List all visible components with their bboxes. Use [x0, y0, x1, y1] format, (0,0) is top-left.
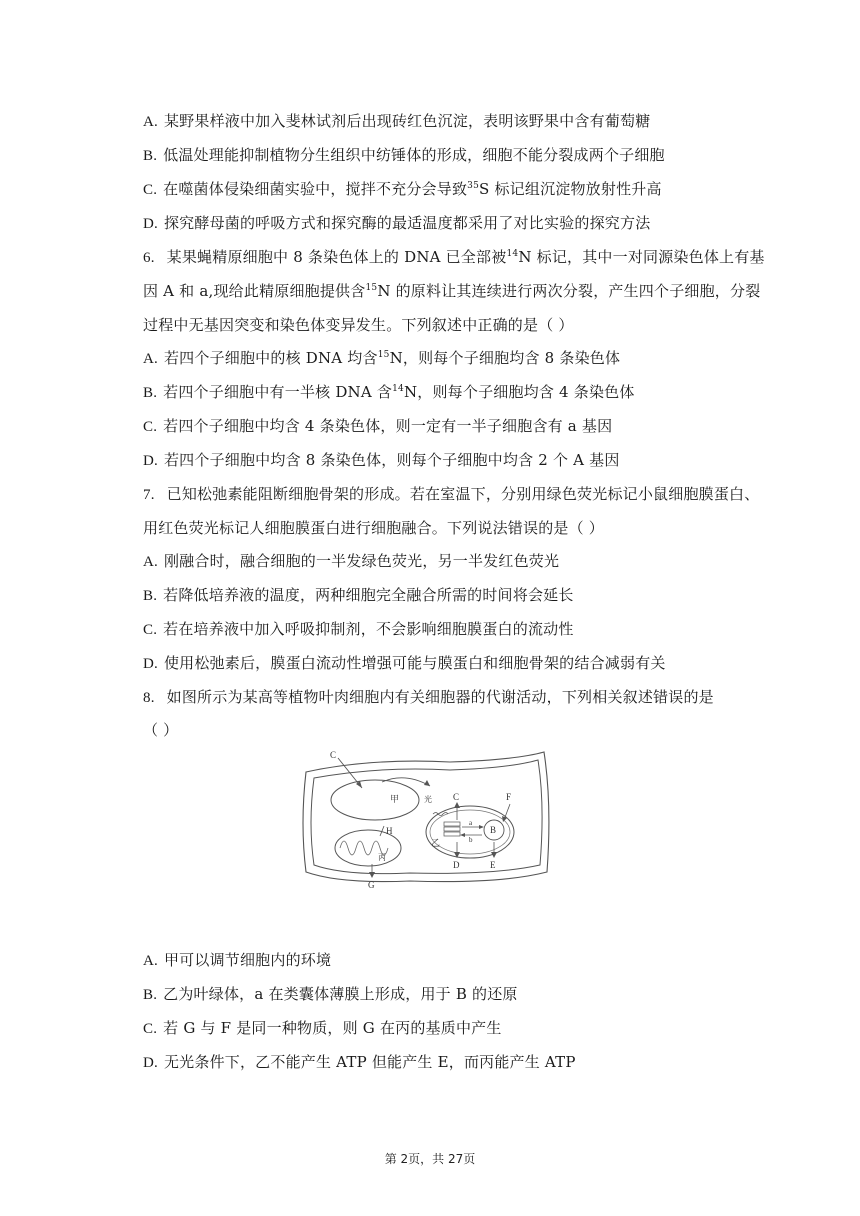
cell-organelle-diagram: [300, 744, 556, 894]
option-text: S 标记组沉淀物放射性升高: [479, 180, 662, 198]
label-big-b: B: [490, 825, 497, 835]
option-letter: D.: [143, 216, 158, 232]
option-text: N，则每个子细胞均含 8 条染色体: [389, 349, 621, 367]
q5-option-c: [143, 179, 662, 200]
q7-option-b: [143, 585, 574, 606]
q6-option-b: [143, 382, 635, 403]
question-number: 7.: [143, 487, 155, 503]
q6-option-a: [143, 348, 620, 369]
cell-wall: [303, 752, 549, 882]
arrowhead: [369, 872, 375, 878]
q7-stem-line-1: [143, 484, 759, 505]
q5-option-b: [143, 145, 665, 166]
q6-stem-line-2: [143, 281, 760, 301]
q7-option-d: [143, 653, 666, 674]
stem-text: 因 A 和 a,现给此精原细胞提供含: [143, 282, 366, 300]
q8-option-c: [143, 1018, 502, 1039]
label-guang: 光: [424, 795, 432, 804]
label-f: F: [506, 792, 512, 802]
option-text: 使用松弛素后，膜蛋白流动性增强可能与膜蛋白和细胞骨架的结合减弱有关: [163, 654, 666, 672]
option-text: 若四个子细胞中的核 DNA 均含: [163, 349, 378, 367]
option-letter: C.: [143, 622, 158, 638]
option-letter: A.: [143, 114, 158, 130]
cell-membrane: [311, 760, 542, 874]
option-text: 若四个子细胞中均含 4 条染色体，则一定有一半子细胞含有 a 基因: [163, 417, 613, 435]
q8-option-d: [143, 1052, 576, 1073]
label-g: G: [368, 880, 375, 890]
stem-text: 某果蝇精原细胞中 8 条染色体上的 DNA 已全部被: [166, 248, 507, 266]
option-letter: C.: [143, 419, 158, 435]
option-text: 探究酵母菌的呼吸方式和探究酶的最适温度都采用了对比实验的探究方法: [163, 214, 651, 232]
question-number: 6.: [143, 250, 155, 266]
vacuole-jia: [331, 780, 419, 820]
label-e: E: [490, 860, 496, 870]
option-text: 若降低培养液的温度，两种细胞完全融合所需的时间将会延长: [163, 586, 574, 604]
stem-text: N 的原料让其连续进行两次分裂，产生四个子细胞，分裂: [377, 282, 761, 300]
isotope-superscript: 15: [365, 283, 378, 293]
isotope-superscript: 35: [467, 181, 480, 191]
option-text: 低温处理能抑制植物分生组织中纺锤体的形成，细胞不能分裂成两个子细胞: [163, 146, 665, 164]
isotope-superscript: 14: [392, 384, 404, 394]
option-text: N，则每个子细胞均含 4 条染色体: [403, 383, 635, 401]
chloroplast-yi: [426, 806, 514, 858]
q8-option-a: [143, 950, 331, 971]
option-letter: B.: [143, 148, 158, 164]
option-letter: B.: [143, 987, 158, 1003]
option-letter: D.: [143, 453, 158, 469]
option-text: 若四个子细胞中有一半核 DNA 含: [163, 383, 393, 401]
q6-option-d: [143, 450, 620, 471]
stem-text: 已知松弛素能阻断细胞骨架的形成。若在室温下，分别用绿色荧光标记小鼠细胞膜蛋白、: [166, 485, 760, 503]
label-bing: 丙: [378, 853, 386, 862]
option-text: 刚融合时，融合细胞的一半发绿色荧光，另一半发红色荧光: [163, 552, 560, 570]
q6-stem-line-1: [143, 247, 765, 268]
label-d: D: [453, 860, 460, 870]
option-letter: C.: [143, 182, 158, 198]
label-a: a: [469, 819, 473, 827]
option-letter: A.: [143, 554, 158, 570]
label-jia: 甲: [390, 795, 400, 805]
option-letter: A.: [143, 351, 158, 367]
option-text: 若 G 与 F 是同一种物质，则 G 在丙的基质中产生: [163, 1019, 502, 1037]
option-letter: C.: [143, 1021, 158, 1037]
option-text: 若在培养液中加入呼吸抑制剂，不会影响细胞膜蛋白的流动性: [163, 620, 574, 638]
q6-stem-line-3: 过程中无基因突变和染色体变异发生。下列叙述中正确的是（ ）: [143, 316, 574, 334]
label-yi: 乙: [431, 839, 441, 849]
q8-stem-line-2: （ ）: [143, 721, 179, 739]
q7-option-c: [143, 619, 574, 640]
option-text: 甲可以调节细胞内的环境: [163, 951, 332, 969]
label-c-chloroplast: C: [453, 792, 460, 802]
q8-stem-line-1: [143, 687, 714, 708]
stem-text: 如图所示为某高等植物叶肉细胞内有关细胞器的代谢活动，下列相关叙述错误的是: [166, 688, 714, 706]
option-letter: B.: [143, 588, 158, 604]
option-letter: D.: [143, 1055, 158, 1071]
label-b: b: [469, 836, 473, 844]
arrow-vacuole-to-chloroplast: [382, 778, 430, 786]
option-text: 在噬菌体侵染细菌实验中，搅拌不充分会导致: [163, 180, 468, 198]
q7-stem-line-2: 用红色荧光标记人细胞膜蛋白进行细胞融合。下列说法错误的是（ ）: [143, 519, 604, 537]
stem-text: N 标记，其中一对同源染色体上有基: [518, 248, 765, 266]
isotope-superscript: 14: [506, 249, 519, 259]
option-text: 若四个子细胞中均含 8 条染色体，则每个子细胞中均含 2 个 A 基因: [163, 451, 620, 469]
option-letter: B.: [143, 385, 158, 401]
option-text: 乙为叶绿体，a 在类囊体薄膜上形成，用于 B 的还原: [163, 985, 518, 1003]
q5-option-d: [143, 213, 650, 234]
option-letter: A.: [143, 953, 158, 969]
option-text: 无光条件下，乙不能产生 ATP 但能产生 E，而丙能产生 ATP: [163, 1053, 576, 1071]
label-c-top: C: [330, 750, 337, 760]
thylakoid-stack: [444, 822, 460, 826]
q8-option-b: [143, 984, 518, 1005]
isotope-superscript: 15: [377, 350, 390, 360]
label-h: H: [386, 826, 393, 836]
q7-option-a: [143, 551, 559, 572]
question-number: 8.: [143, 690, 155, 706]
q5-option-a: [143, 111, 650, 132]
q6-option-c: [143, 416, 612, 437]
option-letter: D.: [143, 656, 158, 672]
option-text: 某野果样液中加入斐林试剂后出现砖红色沉淀，表明该野果中含有葡萄糖: [163, 112, 651, 130]
page-footer: 第 2页，共 27页: [384, 1152, 476, 1166]
